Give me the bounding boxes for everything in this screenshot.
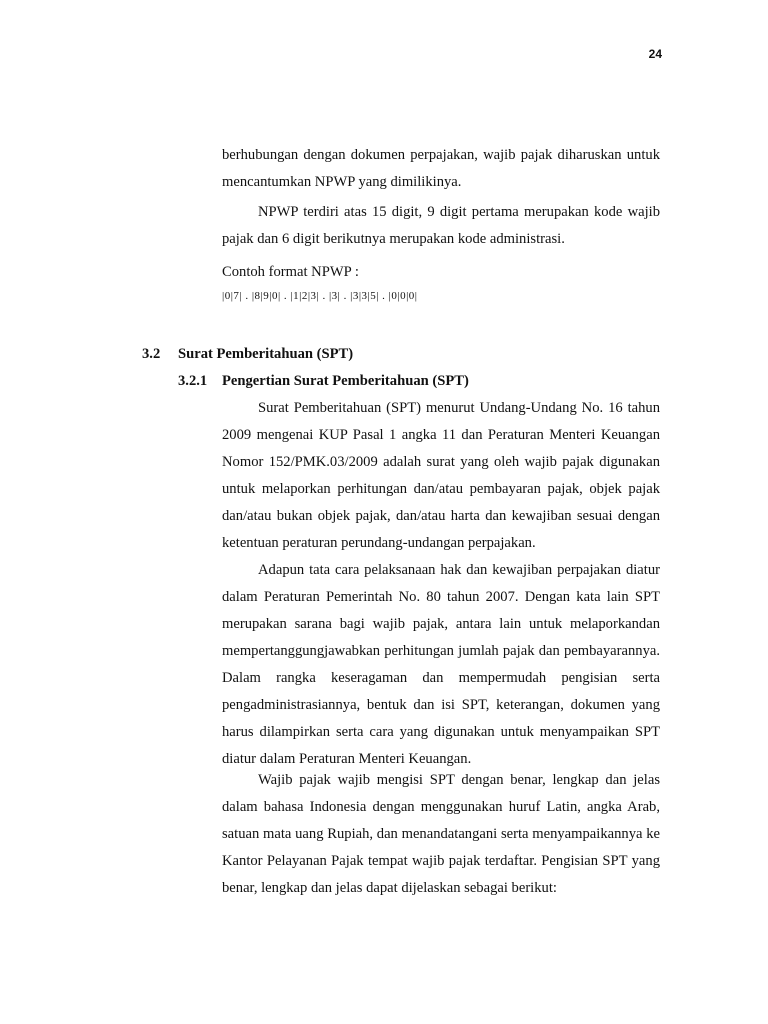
page-number: 24 (648, 47, 662, 61)
paragraph-spt-filling-text: Wajib pajak wajib mengisi SPT dengan benar, lengkap dan jelas dalam bahasa Indonesia dengan menggunakan huruf Latin, angka Arab, satuan mata uang Rupiah, dan menandatangani serta menyampaikannya ke Kantor Pelayanan Pajak tempat wajib pajak terdaftar. Pengisian SPT yang benar, lengkap dan jelas dapat dijelaskan sebagai berikut: (222, 772, 660, 896)
paragraph-npwp-digits-text: NPWP terdiri atas 15 digit, 9 digit pertama merupakan kode wajib pajak dan 6 digit berikutnya merupakan kode administrasi. (222, 204, 660, 247)
paragraph-npwp-digits (222, 199, 660, 253)
paragraph-spt-filling (222, 767, 660, 902)
paragraph-spt-procedure-text: Adapun tata cara pelaksanaan hak dan kewajiban perpajakan diatur dalam Peraturan Pemerintah No. 80 tahun 2007. Dengan kata lain SPT merupakan sarana bagi wajib pajak, antara lain untuk melaporkandan mempertanggungjawabkan perhitungan jumlah pajak dan pembayarannya. Dalam rangka keseragaman dan mempermudah pengisian serta pengadministrasiannya, bentuk dan isi SPT, keterangan, dokumen yang harus dilampirkan serta cara yang digunakan untuk menyampaikan SPT diatur dalam Peraturan Menteri Keuangan. (222, 562, 660, 767)
subsection-number: 3.2.1 (178, 373, 208, 389)
npwp-format-example: |0|7| . |8|9|0| . |1|2|3| . |3| . |3|3|5| . |0|0|0| (222, 290, 418, 302)
subsection-heading (178, 368, 469, 394)
subsection-title: Pengertian Surat Pemberitahuan (SPT) (222, 373, 469, 389)
npwp-format-label: Contoh format NPWP : (222, 264, 359, 280)
section-title: Surat Pemberitahuan (SPT) (178, 346, 354, 362)
paragraph-continued-text: berhubungan dengan dokumen perpajakan, wajib pajak diharuskan untuk mencantumkan NPWP yang dimilikinya. (222, 147, 660, 190)
paragraph-continued (222, 142, 660, 196)
section-heading (142, 341, 353, 367)
paragraph-spt-procedure (222, 557, 660, 773)
section-number: 3.2 (142, 346, 161, 362)
paragraph-spt-definition (222, 395, 660, 557)
paragraph-spt-definition-text: Surat Pemberitahuan (SPT) menurut Undang-Undang No. 16 tahun 2009 mengenai KUP Pasal 1 angka 11 dan Peraturan Menteri Keuangan Nomor 152/PMK.03/2009 adalah surat yang oleh wajib pajak digunakan untuk melaporkan perhitungan dan/atau pembayaran pajak, objek pajak dan/atau bukan objek pajak, dan/atau harta dan kewajiban sesuai dengan ketentuan peraturan perundang-undangan perpajakan. (222, 400, 660, 551)
